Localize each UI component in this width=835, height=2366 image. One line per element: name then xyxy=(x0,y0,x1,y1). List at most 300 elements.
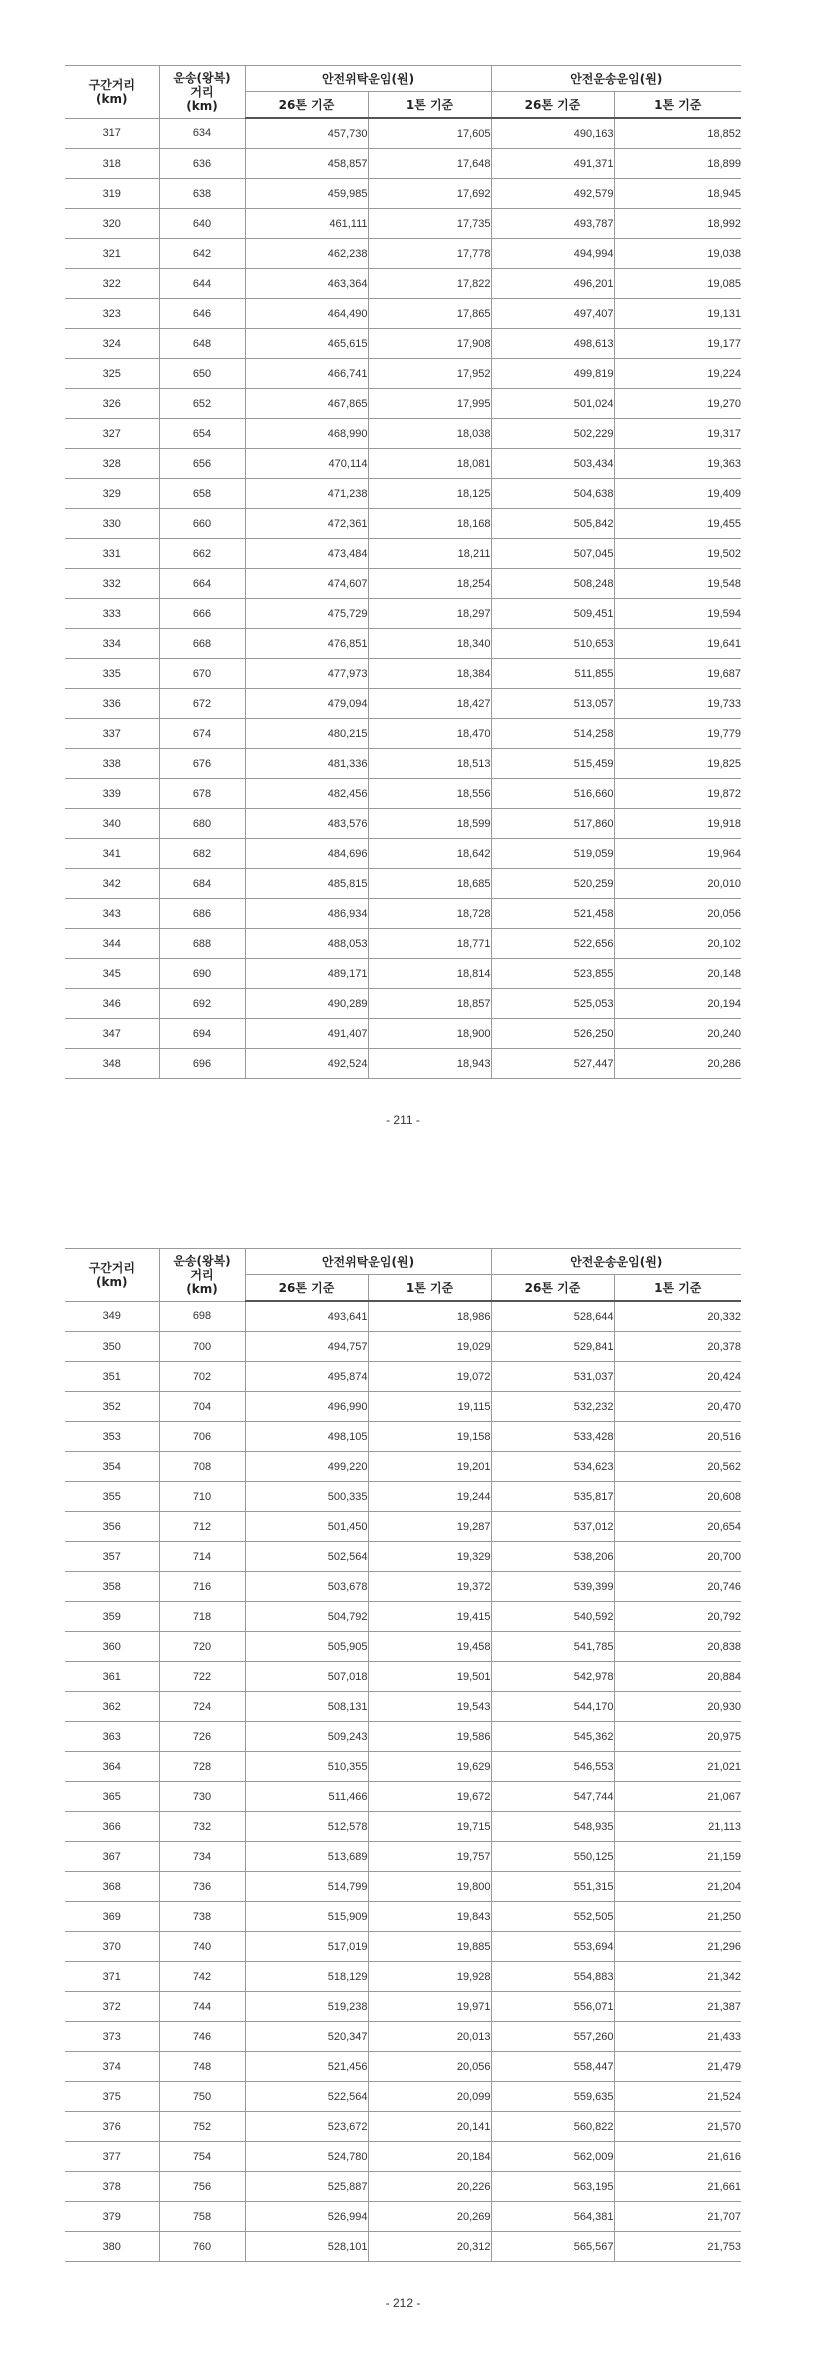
cell-section-distance: 355 xyxy=(65,1482,159,1512)
cell-transport-1ton: 19,131 xyxy=(614,299,741,329)
cell-transport-26ton: 521,458 xyxy=(491,899,614,929)
table-row xyxy=(65,1422,741,1452)
cell-transport-1ton: 20,286 xyxy=(614,1049,741,1079)
table-row xyxy=(65,299,741,329)
cell-consignment-26ton: 477,973 xyxy=(245,659,368,689)
cell-transport-distance: 732 xyxy=(159,1812,245,1842)
cell-consignment-1ton: 18,642 xyxy=(368,839,491,869)
cell-transport-1ton: 19,779 xyxy=(614,719,741,749)
cell-transport-distance: 722 xyxy=(159,1662,245,1692)
cell-transport-26ton: 526,250 xyxy=(491,1019,614,1049)
table-body xyxy=(65,1301,741,2262)
table-row xyxy=(65,419,741,449)
cell-consignment-1ton: 19,800 xyxy=(368,1872,491,1902)
cell-transport-distance: 680 xyxy=(159,809,245,839)
cell-section-distance: 359 xyxy=(65,1602,159,1632)
cell-consignment-26ton: 522,564 xyxy=(245,2082,368,2112)
cell-transport-1ton: 20,102 xyxy=(614,929,741,959)
cell-transport-1ton: 19,964 xyxy=(614,839,741,869)
cell-section-distance: 377 xyxy=(65,2142,159,2172)
cell-transport-1ton: 20,884 xyxy=(614,1662,741,1692)
cell-transport-1ton: 20,562 xyxy=(614,1452,741,1482)
cell-transport-1ton: 19,177 xyxy=(614,329,741,359)
header-consignment-26ton: 26톤 기준 xyxy=(245,1275,368,1302)
cell-transport-distance: 742 xyxy=(159,1962,245,1992)
cell-consignment-1ton: 19,158 xyxy=(368,1422,491,1452)
cell-consignment-26ton: 480,215 xyxy=(245,719,368,749)
cell-section-distance: 343 xyxy=(65,899,159,929)
cell-consignment-26ton: 505,905 xyxy=(245,1632,368,1662)
header-consignment-1ton: 1톤 기준 xyxy=(368,1275,491,1302)
cell-consignment-1ton: 20,312 xyxy=(368,2232,491,2262)
cell-consignment-26ton: 494,757 xyxy=(245,1332,368,1362)
cell-transport-1ton: 19,317 xyxy=(614,419,741,449)
table-row xyxy=(65,1542,741,1572)
cell-transport-1ton: 19,825 xyxy=(614,749,741,779)
cell-transport-1ton: 19,270 xyxy=(614,389,741,419)
table-row xyxy=(65,149,741,179)
cell-transport-1ton: 18,852 xyxy=(614,118,741,149)
cell-section-distance: 326 xyxy=(65,389,159,419)
cell-transport-distance: 692 xyxy=(159,989,245,1019)
cell-consignment-1ton: 18,943 xyxy=(368,1049,491,1079)
cell-consignment-1ton: 19,115 xyxy=(368,1392,491,1422)
cell-consignment-1ton: 20,269 xyxy=(368,2202,491,2232)
cell-transport-1ton: 20,332 xyxy=(614,1301,741,1332)
table-row xyxy=(65,1572,741,1602)
cell-section-distance: 356 xyxy=(65,1512,159,1542)
cell-transport-distance: 760 xyxy=(159,2232,245,2262)
cell-transport-26ton: 494,994 xyxy=(491,239,614,269)
cell-transport-1ton: 19,038 xyxy=(614,239,741,269)
cell-transport-distance: 672 xyxy=(159,689,245,719)
cell-consignment-1ton: 19,244 xyxy=(368,1482,491,1512)
header-transport-26ton: 26톤 기준 xyxy=(491,1275,614,1302)
cell-consignment-1ton: 20,184 xyxy=(368,2142,491,2172)
cell-transport-26ton: 539,399 xyxy=(491,1572,614,1602)
cell-consignment-26ton: 514,799 xyxy=(245,1872,368,1902)
cell-transport-26ton: 544,170 xyxy=(491,1692,614,1722)
cell-consignment-1ton: 19,501 xyxy=(368,1662,491,1692)
document-page-211 xyxy=(65,65,741,1127)
cell-transport-26ton: 514,258 xyxy=(491,719,614,749)
cell-transport-26ton: 534,623 xyxy=(491,1452,614,1482)
cell-consignment-1ton: 19,329 xyxy=(368,1542,491,1572)
cell-section-distance: 368 xyxy=(65,1872,159,1902)
cell-transport-distance: 638 xyxy=(159,179,245,209)
cell-section-distance: 364 xyxy=(65,1752,159,1782)
cell-transport-26ton: 554,883 xyxy=(491,1962,614,1992)
cell-transport-1ton: 20,654 xyxy=(614,1512,741,1542)
cell-consignment-26ton: 519,238 xyxy=(245,1992,368,2022)
table-row xyxy=(65,1452,741,1482)
cell-transport-26ton: 559,635 xyxy=(491,2082,614,2112)
cell-transport-1ton: 21,067 xyxy=(614,1782,741,1812)
cell-consignment-26ton: 511,466 xyxy=(245,1782,368,1812)
cell-consignment-1ton: 18,986 xyxy=(368,1301,491,1332)
cell-transport-26ton: 562,009 xyxy=(491,2142,614,2172)
cell-transport-1ton: 20,056 xyxy=(614,899,741,929)
cell-transport-1ton: 21,753 xyxy=(614,2232,741,2262)
header-transport-1ton: 1톤 기준 xyxy=(614,92,741,119)
cell-transport-26ton: 537,012 xyxy=(491,1512,614,1542)
table-row xyxy=(65,1482,741,1512)
cell-transport-1ton: 19,224 xyxy=(614,359,741,389)
cell-consignment-1ton: 18,340 xyxy=(368,629,491,659)
cell-consignment-1ton: 20,226 xyxy=(368,2172,491,2202)
page-number: - 212 - xyxy=(385,2296,421,2310)
cell-section-distance: 366 xyxy=(65,1812,159,1842)
cell-section-distance: 380 xyxy=(65,2232,159,2262)
cell-transport-26ton: 541,785 xyxy=(491,1632,614,1662)
cell-transport-distance: 756 xyxy=(159,2172,245,2202)
cell-consignment-26ton: 485,815 xyxy=(245,869,368,899)
cell-transport-1ton: 18,899 xyxy=(614,149,741,179)
cell-section-distance: 340 xyxy=(65,809,159,839)
cell-transport-1ton: 19,687 xyxy=(614,659,741,689)
header-transport-distance: 운송(왕복) 거리 (km) xyxy=(159,66,245,119)
cell-transport-1ton: 20,608 xyxy=(614,1482,741,1512)
cell-consignment-26ton: 475,729 xyxy=(245,599,368,629)
table-row xyxy=(65,389,741,419)
cell-consignment-26ton: 473,484 xyxy=(245,539,368,569)
cell-transport-distance: 644 xyxy=(159,269,245,299)
cell-transport-26ton: 533,428 xyxy=(491,1422,614,1452)
cell-transport-26ton: 535,817 xyxy=(491,1482,614,1512)
cell-transport-26ton: 508,248 xyxy=(491,569,614,599)
cell-transport-distance: 650 xyxy=(159,359,245,389)
cell-transport-distance: 662 xyxy=(159,539,245,569)
table-row xyxy=(65,1019,741,1049)
cell-consignment-26ton: 520,347 xyxy=(245,2022,368,2052)
table-row xyxy=(65,1512,741,1542)
cell-transport-distance: 682 xyxy=(159,839,245,869)
cell-consignment-26ton: 459,985 xyxy=(245,179,368,209)
table-row xyxy=(65,1752,741,1782)
cell-transport-distance: 744 xyxy=(159,1992,245,2022)
cell-transport-26ton: 550,125 xyxy=(491,1842,614,1872)
cell-transport-26ton: 565,567 xyxy=(491,2232,614,2262)
cell-section-distance: 379 xyxy=(65,2202,159,2232)
cell-consignment-26ton: 525,887 xyxy=(245,2172,368,2202)
cell-transport-distance: 710 xyxy=(159,1482,245,1512)
cell-transport-distance: 686 xyxy=(159,899,245,929)
table-row xyxy=(65,959,741,989)
cell-consignment-1ton: 18,125 xyxy=(368,479,491,509)
cell-section-distance: 339 xyxy=(65,779,159,809)
cell-section-distance: 336 xyxy=(65,689,159,719)
cell-transport-distance: 666 xyxy=(159,599,245,629)
cell-transport-26ton: 511,855 xyxy=(491,659,614,689)
cell-section-distance: 378 xyxy=(65,2172,159,2202)
cell-consignment-26ton: 528,101 xyxy=(245,2232,368,2262)
header-consignment-26ton: 26톤 기준 xyxy=(245,92,368,119)
cell-transport-1ton: 18,992 xyxy=(614,209,741,239)
cell-transport-1ton: 19,455 xyxy=(614,509,741,539)
cell-consignment-1ton: 19,029 xyxy=(368,1332,491,1362)
header-section-distance: 구간거리 (km) xyxy=(65,1249,159,1302)
cell-transport-26ton: 513,057 xyxy=(491,689,614,719)
cell-transport-1ton: 21,479 xyxy=(614,2052,741,2082)
cell-section-distance: 325 xyxy=(65,359,159,389)
cell-transport-distance: 750 xyxy=(159,2082,245,2112)
cell-transport-26ton: 547,744 xyxy=(491,1782,614,1812)
cell-transport-26ton: 538,206 xyxy=(491,1542,614,1572)
cell-consignment-26ton: 515,909 xyxy=(245,1902,368,1932)
cell-consignment-26ton: 517,019 xyxy=(245,1932,368,1962)
table-row xyxy=(65,239,741,269)
table-row xyxy=(65,1662,741,1692)
cell-transport-distance: 634 xyxy=(159,118,245,149)
cell-consignment-1ton: 17,952 xyxy=(368,359,491,389)
cell-section-distance: 372 xyxy=(65,1992,159,2022)
cell-transport-distance: 648 xyxy=(159,329,245,359)
cell-section-distance: 374 xyxy=(65,2052,159,2082)
cell-transport-distance: 738 xyxy=(159,1902,245,1932)
cell-consignment-1ton: 18,556 xyxy=(368,779,491,809)
cell-transport-distance: 674 xyxy=(159,719,245,749)
cell-consignment-1ton: 19,072 xyxy=(368,1362,491,1392)
cell-transport-26ton: 493,787 xyxy=(491,209,614,239)
cell-section-distance: 362 xyxy=(65,1692,159,1722)
cell-transport-26ton: 563,195 xyxy=(491,2172,614,2202)
cell-transport-26ton: 548,935 xyxy=(491,1812,614,1842)
cell-transport-distance: 752 xyxy=(159,2112,245,2142)
cell-section-distance: 369 xyxy=(65,1902,159,1932)
cell-transport-distance: 664 xyxy=(159,569,245,599)
cell-consignment-26ton: 490,289 xyxy=(245,989,368,1019)
table-row xyxy=(65,659,741,689)
cell-transport-1ton: 20,975 xyxy=(614,1722,741,1752)
cell-transport-1ton: 19,733 xyxy=(614,689,741,719)
cell-section-distance: 338 xyxy=(65,749,159,779)
table-row xyxy=(65,869,741,899)
cell-transport-26ton: 556,071 xyxy=(491,1992,614,2022)
cell-consignment-1ton: 19,458 xyxy=(368,1632,491,1662)
table-row xyxy=(65,118,741,149)
cell-consignment-26ton: 521,456 xyxy=(245,2052,368,2082)
cell-transport-26ton: 532,232 xyxy=(491,1392,614,1422)
cell-consignment-1ton: 18,900 xyxy=(368,1019,491,1049)
cell-consignment-1ton: 18,857 xyxy=(368,989,491,1019)
cell-consignment-1ton: 17,865 xyxy=(368,299,491,329)
table-row xyxy=(65,1362,741,1392)
cell-consignment-1ton: 17,735 xyxy=(368,209,491,239)
document-page-212 xyxy=(65,1248,741,2310)
cell-transport-1ton: 21,570 xyxy=(614,2112,741,2142)
cell-transport-distance: 706 xyxy=(159,1422,245,1452)
cell-transport-26ton: 546,553 xyxy=(491,1752,614,1782)
cell-transport-distance: 698 xyxy=(159,1301,245,1332)
cell-transport-26ton: 553,694 xyxy=(491,1932,614,1962)
cell-consignment-1ton: 20,099 xyxy=(368,2082,491,2112)
cell-transport-1ton: 19,641 xyxy=(614,629,741,659)
cell-transport-distance: 676 xyxy=(159,749,245,779)
cell-consignment-1ton: 18,297 xyxy=(368,599,491,629)
cell-consignment-26ton: 483,576 xyxy=(245,809,368,839)
cell-consignment-1ton: 19,928 xyxy=(368,1962,491,1992)
cell-transport-1ton: 20,240 xyxy=(614,1019,741,1049)
header-safe-consignment-fare: 안전위탁운임(원) xyxy=(245,1249,491,1275)
cell-transport-distance: 696 xyxy=(159,1049,245,1079)
cell-consignment-26ton: 488,053 xyxy=(245,929,368,959)
table-row xyxy=(65,2172,741,2202)
cell-consignment-1ton: 18,728 xyxy=(368,899,491,929)
cell-transport-distance: 678 xyxy=(159,779,245,809)
cell-transport-26ton: 504,638 xyxy=(491,479,614,509)
cell-transport-1ton: 21,204 xyxy=(614,1872,741,1902)
cell-transport-26ton: 490,163 xyxy=(491,118,614,149)
table-row xyxy=(65,329,741,359)
cell-consignment-26ton: 479,094 xyxy=(245,689,368,719)
cell-transport-distance: 654 xyxy=(159,419,245,449)
cell-transport-1ton: 20,930 xyxy=(614,1692,741,1722)
cell-transport-26ton: 557,260 xyxy=(491,2022,614,2052)
table-row xyxy=(65,1842,741,1872)
cell-section-distance: 345 xyxy=(65,959,159,989)
cell-transport-distance: 708 xyxy=(159,1452,245,1482)
cell-consignment-1ton: 18,038 xyxy=(368,419,491,449)
cell-consignment-1ton: 19,757 xyxy=(368,1842,491,1872)
cell-transport-26ton: 492,579 xyxy=(491,179,614,209)
cell-consignment-26ton: 467,865 xyxy=(245,389,368,419)
cell-consignment-1ton: 18,771 xyxy=(368,929,491,959)
cell-transport-26ton: 510,653 xyxy=(491,629,614,659)
cell-transport-distance: 758 xyxy=(159,2202,245,2232)
cell-transport-26ton: 515,459 xyxy=(491,749,614,779)
table-row xyxy=(65,1632,741,1662)
cell-consignment-26ton: 493,641 xyxy=(245,1301,368,1332)
cell-consignment-26ton: 495,874 xyxy=(245,1362,368,1392)
cell-consignment-26ton: 508,131 xyxy=(245,1692,368,1722)
cell-transport-26ton: 507,045 xyxy=(491,539,614,569)
cell-transport-1ton: 21,707 xyxy=(614,2202,741,2232)
cell-transport-1ton: 19,918 xyxy=(614,809,741,839)
cell-transport-1ton: 20,010 xyxy=(614,869,741,899)
cell-section-distance: 371 xyxy=(65,1962,159,1992)
table-row xyxy=(65,1332,741,1362)
cell-transport-distance: 690 xyxy=(159,959,245,989)
cell-consignment-26ton: 518,129 xyxy=(245,1962,368,1992)
cell-consignment-26ton: 472,361 xyxy=(245,509,368,539)
table-row xyxy=(65,209,741,239)
cell-consignment-1ton: 18,427 xyxy=(368,689,491,719)
cell-consignment-1ton: 19,629 xyxy=(368,1752,491,1782)
cell-transport-26ton: 520,259 xyxy=(491,869,614,899)
cell-consignment-26ton: 484,696 xyxy=(245,839,368,869)
cell-consignment-26ton: 486,934 xyxy=(245,899,368,929)
table-row xyxy=(65,2142,741,2172)
cell-transport-1ton: 20,516 xyxy=(614,1422,741,1452)
cell-transport-1ton: 19,363 xyxy=(614,449,741,479)
cell-consignment-26ton: 476,851 xyxy=(245,629,368,659)
cell-section-distance: 320 xyxy=(65,209,159,239)
table-row xyxy=(65,509,741,539)
cell-consignment-1ton: 20,013 xyxy=(368,2022,491,2052)
cell-consignment-1ton: 17,822 xyxy=(368,269,491,299)
cell-transport-distance: 642 xyxy=(159,239,245,269)
cell-consignment-26ton: 470,114 xyxy=(245,449,368,479)
cell-consignment-26ton: 458,857 xyxy=(245,149,368,179)
cell-section-distance: 346 xyxy=(65,989,159,1019)
cell-transport-26ton: 491,371 xyxy=(491,149,614,179)
cell-section-distance: 321 xyxy=(65,239,159,269)
cell-section-distance: 351 xyxy=(65,1362,159,1392)
cell-consignment-26ton: 507,018 xyxy=(245,1662,368,1692)
cell-transport-distance: 754 xyxy=(159,2142,245,2172)
cell-transport-26ton: 551,315 xyxy=(491,1872,614,1902)
table-row xyxy=(65,929,741,959)
cell-section-distance: 317 xyxy=(65,118,159,149)
cell-consignment-26ton: 509,243 xyxy=(245,1722,368,1752)
cell-section-distance: 365 xyxy=(65,1782,159,1812)
cell-transport-26ton: 564,381 xyxy=(491,2202,614,2232)
cell-consignment-26ton: 462,238 xyxy=(245,239,368,269)
cell-transport-1ton: 20,700 xyxy=(614,1542,741,1572)
cell-transport-1ton: 20,378 xyxy=(614,1332,741,1362)
cell-section-distance: 322 xyxy=(65,269,159,299)
cell-consignment-26ton: 482,456 xyxy=(245,779,368,809)
cell-transport-distance: 746 xyxy=(159,2022,245,2052)
cell-consignment-26ton: 524,780 xyxy=(245,2142,368,2172)
cell-section-distance: 349 xyxy=(65,1301,159,1332)
cell-transport-1ton: 19,548 xyxy=(614,569,741,599)
cell-consignment-1ton: 17,995 xyxy=(368,389,491,419)
cell-section-distance: 350 xyxy=(65,1332,159,1362)
table-row xyxy=(65,2082,741,2112)
cell-transport-1ton: 19,872 xyxy=(614,779,741,809)
cell-section-distance: 348 xyxy=(65,1049,159,1079)
cell-transport-1ton: 21,296 xyxy=(614,1932,741,1962)
cell-consignment-1ton: 17,778 xyxy=(368,239,491,269)
cell-transport-distance: 716 xyxy=(159,1572,245,1602)
cell-consignment-1ton: 18,814 xyxy=(368,959,491,989)
cell-transport-26ton: 496,201 xyxy=(491,269,614,299)
table-row xyxy=(65,1692,741,1722)
cell-transport-1ton: 20,148 xyxy=(614,959,741,989)
cell-transport-1ton: 20,792 xyxy=(614,1602,741,1632)
cell-transport-distance: 702 xyxy=(159,1362,245,1392)
cell-consignment-26ton: 504,792 xyxy=(245,1602,368,1632)
cell-section-distance: 361 xyxy=(65,1662,159,1692)
cell-consignment-26ton: 471,238 xyxy=(245,479,368,509)
cell-consignment-1ton: 18,384 xyxy=(368,659,491,689)
cell-transport-distance: 714 xyxy=(159,1542,245,1572)
cell-consignment-1ton: 19,715 xyxy=(368,1812,491,1842)
table-row xyxy=(65,1872,741,1902)
cell-transport-1ton: 21,661 xyxy=(614,2172,741,2202)
cell-transport-distance: 646 xyxy=(159,299,245,329)
cell-transport-distance: 726 xyxy=(159,1722,245,1752)
table-row xyxy=(65,539,741,569)
cell-consignment-1ton: 20,056 xyxy=(368,2052,491,2082)
cell-consignment-26ton: 523,672 xyxy=(245,2112,368,2142)
cell-section-distance: 367 xyxy=(65,1842,159,1872)
cell-consignment-26ton: 465,615 xyxy=(245,329,368,359)
cell-consignment-1ton: 18,513 xyxy=(368,749,491,779)
cell-section-distance: 375 xyxy=(65,2082,159,2112)
cell-transport-26ton: 528,644 xyxy=(491,1301,614,1332)
cell-transport-26ton: 531,037 xyxy=(491,1362,614,1392)
cell-consignment-26ton: 457,730 xyxy=(245,118,368,149)
cell-transport-distance: 734 xyxy=(159,1842,245,1872)
cell-transport-distance: 748 xyxy=(159,2052,245,2082)
table-row xyxy=(65,1392,741,1422)
cell-transport-26ton: 523,855 xyxy=(491,959,614,989)
header-safe-transport-fare: 안전운송운임(원) xyxy=(491,66,741,92)
cell-consignment-26ton: 513,689 xyxy=(245,1842,368,1872)
cell-transport-1ton: 21,250 xyxy=(614,1902,741,1932)
